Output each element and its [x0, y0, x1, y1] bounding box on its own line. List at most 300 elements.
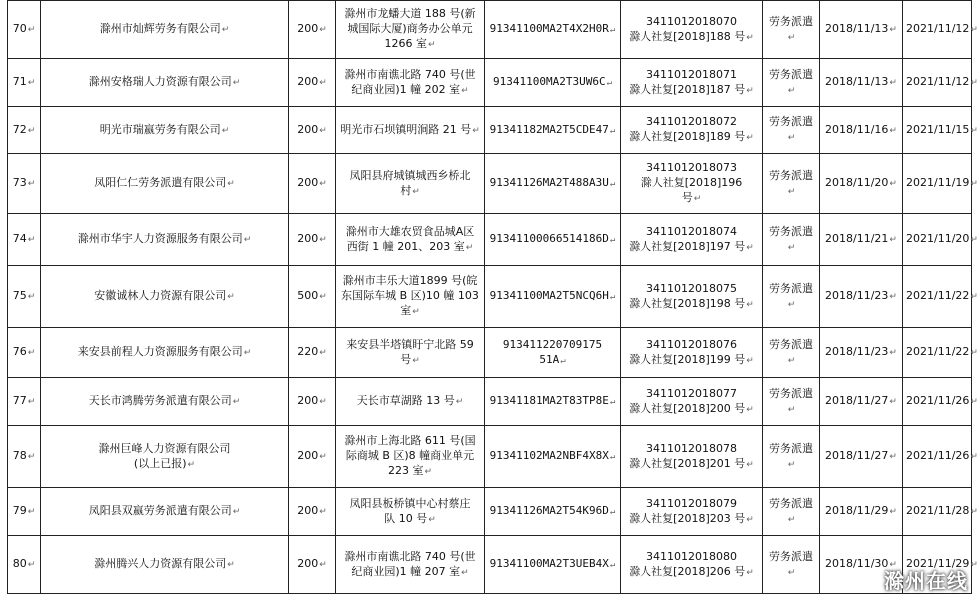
license-number	[621, 154, 763, 214]
issue-date	[820, 1, 903, 59]
company-name	[41, 488, 289, 536]
expiry-date-text: 2021/11/19	[906, 176, 970, 189]
registered-capital	[289, 328, 336, 378]
business-scope-text: 劳务派遣	[769, 549, 813, 563]
credit-code-text: 91341100MA2T3UEB4X	[489, 557, 609, 570]
credit-code	[485, 154, 621, 214]
issue-date-text: 2018/11/23	[825, 345, 889, 358]
company-name	[41, 59, 289, 107]
registered-capital	[289, 266, 336, 328]
business-scope	[763, 59, 820, 107]
paragraph-mark: ↵	[746, 459, 754, 470]
paragraph-mark: ↵	[970, 560, 978, 570]
registered-capital	[289, 214, 336, 266]
cell-line: 滁人社复[2018]188 号	[629, 29, 746, 43]
paragraph-mark: ↵	[609, 179, 616, 189]
paragraph-mark: ↵	[889, 507, 897, 517]
cell-line: 号	[400, 352, 412, 366]
row-number-text: 80	[12, 557, 27, 570]
credit-code-text: 91341181MA2T83TP8E	[489, 394, 609, 407]
registry-table	[7, 0, 978, 594]
paragraph-mark: ↵	[455, 397, 464, 407]
table-row	[8, 154, 972, 214]
business-scope	[763, 154, 820, 214]
credit-code-text: 91341100MA2T3UW6C	[492, 75, 606, 88]
expiry-date-text: 2021/11/26	[906, 449, 970, 462]
credit-code	[485, 214, 621, 266]
paragraph-mark: ↵	[889, 78, 897, 88]
company-name-text: 滁州市灿辉劳务有限公司	[99, 22, 221, 35]
cell-line: 滁州巨峰人力资源有限公司	[98, 441, 231, 455]
expiry-date	[903, 266, 978, 328]
credit-code-text: 91341100MA2T5NCQ6H	[489, 289, 609, 302]
credit-code	[485, 488, 621, 536]
issue-date-text: 2018/11/21	[825, 232, 889, 245]
watermark	[852, 565, 968, 594]
credit-code	[485, 266, 621, 328]
row-number-text: 77	[12, 394, 27, 407]
registered-capital-text: 200	[297, 75, 319, 88]
company-name-text: 滁州安格瑞人力资源有限公司	[88, 75, 232, 88]
paragraph-mark: ↵	[970, 452, 978, 462]
company-address	[336, 488, 485, 536]
company-name-text: 来安县前程人力资源服务有限公司	[77, 345, 243, 358]
paragraph-mark: ↵	[609, 125, 616, 136]
paragraph-mark: ↵	[319, 348, 327, 358]
business-scope-text: 劳务派遣	[769, 168, 813, 182]
paragraph-mark: ↵	[319, 507, 327, 517]
company-address	[336, 378, 485, 426]
table-row	[8, 214, 972, 266]
credit-code-text: 91341100066514186D	[489, 232, 609, 245]
registered-capital	[289, 59, 336, 107]
company-name-text: 滁州腾兴人力资源有限公司	[94, 557, 227, 570]
table-row	[8, 426, 972, 488]
paragraph-mark: ↵	[609, 292, 616, 302]
expiry-date	[903, 328, 978, 378]
business-scope	[763, 1, 820, 59]
business-scope-text: 劳务派遣	[769, 337, 813, 351]
paragraph-mark: ↵	[787, 85, 796, 96]
company-name-text: 天长市鸿腾劳务派遣有限公司	[88, 394, 232, 407]
cell-line: 天长市草湖路 13 号	[356, 394, 455, 407]
row-number-text: 78	[12, 449, 27, 462]
cell-line: 东国际车城 B 区)10 幢 103	[341, 289, 479, 302]
row-number-text: 73	[12, 176, 27, 189]
credit-code	[485, 59, 621, 107]
paragraph-mark: ↵	[746, 85, 754, 96]
cell-line: 3411012018070	[646, 14, 737, 28]
cell-line: 城国际大厦)商务办公单元	[347, 22, 473, 35]
issue-date-text: 2018/11/30	[825, 557, 889, 570]
issue-date-text: 2018/11/20	[825, 176, 889, 189]
cell-line: 1266 室	[384, 37, 427, 50]
paragraph-mark: ↵	[746, 242, 754, 253]
license-number	[621, 488, 763, 536]
company-address	[336, 154, 485, 214]
cell-line: 西街 1 幢 201、203 室	[346, 239, 465, 253]
paragraph-mark: ↵	[693, 194, 702, 204]
cell-line: 滁人社复[2018]199 号	[629, 352, 746, 366]
paragraph-mark: ↵	[787, 567, 796, 578]
paragraph-mark: ↵	[970, 507, 978, 517]
row-number	[8, 378, 41, 426]
paragraph-mark: ↵	[412, 307, 420, 317]
cell-line: 号	[681, 191, 693, 204]
paragraph-mark: ↵	[461, 85, 469, 96]
cell-line: 滁人社复[2018]203 号	[629, 511, 746, 525]
company-name	[41, 328, 289, 378]
paragraph-mark: ↵	[970, 292, 978, 302]
business-scope-text: 劳务派遣	[769, 224, 813, 238]
expiry-date-text: 2021/11/12	[906, 22, 970, 35]
paragraph-mark: ↵	[319, 397, 327, 407]
license-number	[621, 328, 763, 378]
credit-code	[485, 1, 621, 59]
registered-capital	[289, 1, 336, 59]
paragraph-mark: ↵	[609, 560, 616, 570]
paragraph-mark: ↵	[319, 292, 327, 302]
business-scope	[763, 536, 820, 594]
registered-capital-text: 200	[297, 232, 319, 245]
cell-line: 明光市石坝镇明涧路 21 号	[340, 122, 472, 136]
cell-line: 滁人社复[2018]197 号	[629, 239, 746, 253]
paragraph-mark: ↵	[412, 186, 420, 197]
cell-line: (以上已报)	[133, 456, 187, 470]
business-scope-text: 劳务派遣	[769, 14, 813, 28]
cell-line: 3411012018071	[646, 67, 737, 81]
company-address	[336, 214, 485, 266]
company-name-text: 明光市瑞嬴劳务有限公司	[99, 122, 221, 136]
company-name-text: 滁州市华宇人力资源服务有限公司	[77, 232, 243, 245]
credit-code	[485, 536, 621, 594]
business-scope	[763, 107, 820, 154]
cell-line: 滁人社复[2018]200 号	[629, 401, 746, 415]
company-name	[41, 378, 289, 426]
paragraph-mark: ↵	[787, 32, 796, 43]
paragraph-mark: ↵	[428, 514, 436, 525]
paragraph-mark: ↵	[746, 32, 754, 43]
paragraph-mark: ↵	[461, 567, 469, 578]
registry-rows	[8, 1, 978, 594]
issue-date	[820, 59, 903, 107]
cell-line: 滁州市丰乐大道1899 号(皖	[342, 274, 478, 287]
paragraph-mark: ↵	[319, 560, 327, 570]
credit-code-text: 91341100MA2T4X2H0R	[489, 22, 609, 35]
paragraph-mark: ↵	[889, 235, 897, 245]
issue-date-text: 2018/11/13	[825, 22, 889, 35]
paragraph-mark: ↵	[889, 452, 897, 462]
license-number	[621, 266, 763, 328]
paragraph-mark: ↵	[889, 25, 897, 35]
company-name	[41, 266, 289, 328]
paragraph-mark: ↵	[787, 355, 796, 366]
issue-date	[820, 488, 903, 536]
credit-code	[485, 426, 621, 488]
business-scope-text: 劳务派遣	[769, 496, 813, 510]
paragraph-mark: ↵	[970, 348, 978, 358]
cell-line: 队 10 号	[384, 511, 428, 525]
expiry-date	[903, 214, 978, 266]
issue-date	[820, 328, 903, 378]
table-row	[8, 328, 972, 378]
registered-capital-text: 500	[297, 289, 319, 302]
expiry-date-text: 2021/11/22	[906, 345, 970, 358]
paragraph-mark: ↵	[27, 179, 36, 189]
cell-line: 3411012018080	[646, 549, 737, 563]
paragraph-mark: ↵	[746, 514, 754, 525]
cell-line: 滁人社复[2018]201 号	[629, 456, 746, 470]
company-name	[41, 536, 289, 594]
paragraph-mark: ↵	[232, 78, 241, 88]
business-scope-text: 劳务派遣	[769, 281, 813, 295]
watermark-text: 滁州在线	[884, 569, 968, 593]
registered-capital-text: 200	[297, 504, 319, 517]
row-number	[8, 536, 41, 594]
row-number	[8, 154, 41, 214]
paragraph-mark: ↵	[27, 507, 36, 517]
business-scope-text: 劳务派遣	[769, 67, 813, 81]
paragraph-mark: ↵	[27, 25, 36, 35]
issue-date	[820, 378, 903, 426]
paragraph-mark: ↵	[609, 235, 616, 245]
row-number-text: 79	[12, 504, 27, 517]
cell-line: 纪商业园)1 幢 202 室	[351, 82, 461, 96]
company-address	[336, 1, 485, 59]
paragraph-mark: ↵	[412, 355, 420, 366]
cell-line: 滁人社复[2018]206 号	[629, 564, 746, 578]
paragraph-mark: ↵	[221, 125, 230, 136]
registered-capital-text: 200	[297, 449, 319, 462]
cell-line: 3411012018074	[646, 224, 737, 238]
row-number	[8, 328, 41, 378]
cell-line: 来安县半塔镇盱宁北路 59	[346, 337, 474, 351]
paragraph-mark: ↵	[970, 235, 978, 245]
issue-date-text: 2018/11/13	[825, 75, 889, 88]
paragraph-mark: ↵	[609, 452, 616, 462]
paragraph-mark: ↵	[27, 397, 36, 407]
paragraph-mark: ↵	[787, 404, 796, 415]
paragraph-mark: ↵	[970, 179, 978, 189]
table-row	[8, 488, 972, 536]
paragraph-mark: ↵	[319, 452, 327, 462]
company-name-text: 凤阳仁仁劳务派遣有限公司	[94, 176, 227, 189]
company-name	[41, 1, 289, 59]
paragraph-mark: ↵	[227, 179, 235, 189]
paragraph-mark: ↵	[889, 348, 897, 358]
company-address	[336, 536, 485, 594]
paragraph-mark: ↵	[787, 459, 796, 470]
business-scope	[763, 426, 820, 488]
cell-line: 滁人社复[2018]196	[640, 176, 743, 189]
paragraph-mark: ↵	[187, 459, 196, 470]
license-number	[621, 1, 763, 59]
registered-capital-text: 200	[297, 557, 319, 570]
paragraph-mark: ↵	[27, 348, 36, 358]
paragraph-mark: ↵	[970, 25, 978, 35]
company-address	[336, 328, 485, 378]
paragraph-mark: ↵	[787, 242, 796, 253]
cell-line: 室	[400, 304, 412, 317]
registered-capital	[289, 154, 336, 214]
cell-line: 3411012018075	[646, 281, 737, 295]
paragraph-mark: ↵	[27, 235, 36, 245]
expiry-date-text: 2021/11/29	[906, 557, 970, 570]
paragraph-mark: ↵	[970, 125, 978, 136]
paragraph-mark: ↵	[787, 133, 796, 143]
paragraph-mark: ↵	[606, 78, 612, 88]
cell-line: 3411012018073	[646, 161, 737, 174]
paragraph-mark: ↵	[609, 397, 616, 407]
license-number	[621, 536, 763, 594]
row-number	[8, 59, 41, 107]
issue-date	[820, 107, 903, 154]
company-name-text: 安徽诚林人力资源有限公司	[94, 289, 227, 302]
issue-date	[820, 426, 903, 488]
registered-capital-text: 200	[297, 22, 319, 35]
paragraph-mark: ↵	[889, 397, 897, 407]
cell-line: 凤阳县府城镇城西乡桥北	[349, 168, 471, 182]
paragraph-mark: ↵	[27, 452, 36, 462]
expiry-date	[903, 426, 978, 488]
paragraph-mark: ↵	[319, 78, 327, 88]
paragraph-mark: ↵	[746, 355, 754, 366]
license-number	[621, 214, 763, 266]
paragraph-mark: ↵	[227, 292, 235, 302]
paragraph-mark: ↵	[319, 25, 327, 35]
expiry-date	[903, 378, 978, 426]
registered-capital	[289, 536, 336, 594]
issue-date-text: 2018/11/23	[825, 289, 889, 302]
paragraph-mark: ↵	[27, 560, 36, 570]
paragraph-mark: ↵	[424, 467, 433, 477]
paragraph-mark: ↵	[427, 40, 436, 50]
cell-line: 纪商业园)1 幢 207 室	[351, 564, 461, 578]
table-row	[8, 536, 972, 594]
business-scope	[763, 378, 820, 426]
paragraph-mark: ↵	[560, 355, 566, 366]
company-name	[41, 426, 289, 488]
company-address	[336, 426, 485, 488]
paragraph-mark: ↵	[746, 404, 754, 415]
cell-line: 村	[400, 183, 412, 197]
business-scope-text: 劳务派遣	[769, 441, 813, 455]
issue-date-text: 2018/11/29	[825, 504, 889, 517]
paragraph-mark: ↵	[221, 25, 230, 35]
wechat-icon	[852, 570, 878, 590]
row-number	[8, 214, 41, 266]
expiry-date	[903, 1, 978, 59]
business-scope-text: 劳务派遣	[769, 115, 813, 128]
issue-date-text: 2018/11/27	[825, 394, 889, 407]
cell-line: 滁人社复[2018]189 号	[629, 130, 746, 143]
cell-line: 3411012018072	[646, 115, 737, 128]
cell-line: 滁人社复[2018]187 号	[629, 82, 746, 96]
registered-capital	[289, 488, 336, 536]
issue-date-text: 2018/11/27	[825, 449, 889, 462]
paragraph-mark: ↵	[319, 179, 327, 189]
paragraph-mark: ↵	[970, 397, 978, 407]
row-number	[8, 1, 41, 59]
paragraph-mark: ↵	[746, 299, 754, 310]
business-scope	[763, 266, 820, 328]
paragraph-mark: ↵	[319, 235, 327, 245]
paragraph-mark: ↵	[243, 348, 252, 358]
business-scope-text: 劳务派遣	[769, 386, 813, 400]
credit-code	[485, 378, 621, 426]
paragraph-mark: ↵	[889, 292, 897, 302]
business-scope	[763, 488, 820, 536]
paragraph-mark: ↵	[889, 179, 897, 189]
issue-date-text: 2018/11/16	[825, 122, 889, 136]
credit-code-text: 91341102MA2NBF4X8X	[489, 449, 609, 462]
issue-date	[820, 154, 903, 214]
expiry-date-text: 2021/11/26	[906, 394, 970, 407]
row-number	[8, 426, 41, 488]
paragraph-mark: ↵	[889, 125, 897, 136]
company-name	[41, 154, 289, 214]
cell-line: 3411012018077	[646, 386, 737, 400]
cell-line: 滁州市南谯北路 740 号(世	[344, 549, 476, 563]
company-name-text: 凤阳县双嬴劳务派遣有限公司	[88, 504, 232, 517]
cell-line: 滁州市龙蟠大道 188 号(新	[344, 7, 476, 20]
table-row	[8, 59, 972, 107]
paragraph-mark: ↵	[746, 567, 754, 578]
company-name	[41, 214, 289, 266]
cell-line: 际商城 B 区)8 幢商业单元	[345, 449, 475, 462]
paragraph-mark: ↵	[787, 299, 796, 310]
paragraph-mark: ↵	[787, 514, 796, 525]
paragraph-mark: ↵	[889, 560, 897, 570]
paragraph-mark: ↵	[27, 125, 36, 136]
row-number	[8, 488, 41, 536]
row-number	[8, 107, 41, 154]
row-number-text: 76	[12, 345, 27, 358]
business-scope	[763, 214, 820, 266]
registered-capital	[289, 378, 336, 426]
paragraph-mark: ↵	[472, 125, 480, 136]
row-number	[8, 266, 41, 328]
license-number	[621, 107, 763, 154]
paragraph-mark: ↵	[243, 235, 252, 245]
row-number-text: 74	[12, 232, 27, 245]
cell-line: 滁州市南谯北路 740 号(世	[344, 67, 476, 81]
paragraph-mark: ↵	[27, 292, 36, 302]
license-number	[621, 378, 763, 426]
paragraph-mark: ↵	[609, 507, 616, 517]
credit-code-text: 91341126MA2T488A3U	[489, 176, 609, 189]
cell-line: 滁州市上海北路 611 号(国	[344, 434, 476, 447]
cell-line: 凤阳县板桥镇中心村蔡庄	[349, 496, 471, 510]
license-number	[621, 426, 763, 488]
expiry-date-text: 2021/11/20	[906, 232, 970, 245]
registered-capital-text: 200	[297, 176, 319, 189]
table-row	[8, 378, 972, 426]
registered-capital-text: 220	[297, 345, 319, 358]
business-scope	[763, 328, 820, 378]
table-row	[8, 107, 972, 154]
table-row	[8, 266, 972, 328]
row-number-text: 70	[12, 22, 27, 35]
credit-code-text: 91341182MA2T5CDE47	[489, 122, 609, 136]
cell-line: 滁州市大雄农贸食品城A区	[345, 224, 475, 238]
issue-date	[820, 266, 903, 328]
expiry-date	[903, 154, 978, 214]
row-number-text: 72	[12, 122, 27, 136]
company-address	[336, 59, 485, 107]
cell-line: 3411012018079	[646, 496, 737, 510]
row-number-text: 75	[12, 289, 27, 302]
